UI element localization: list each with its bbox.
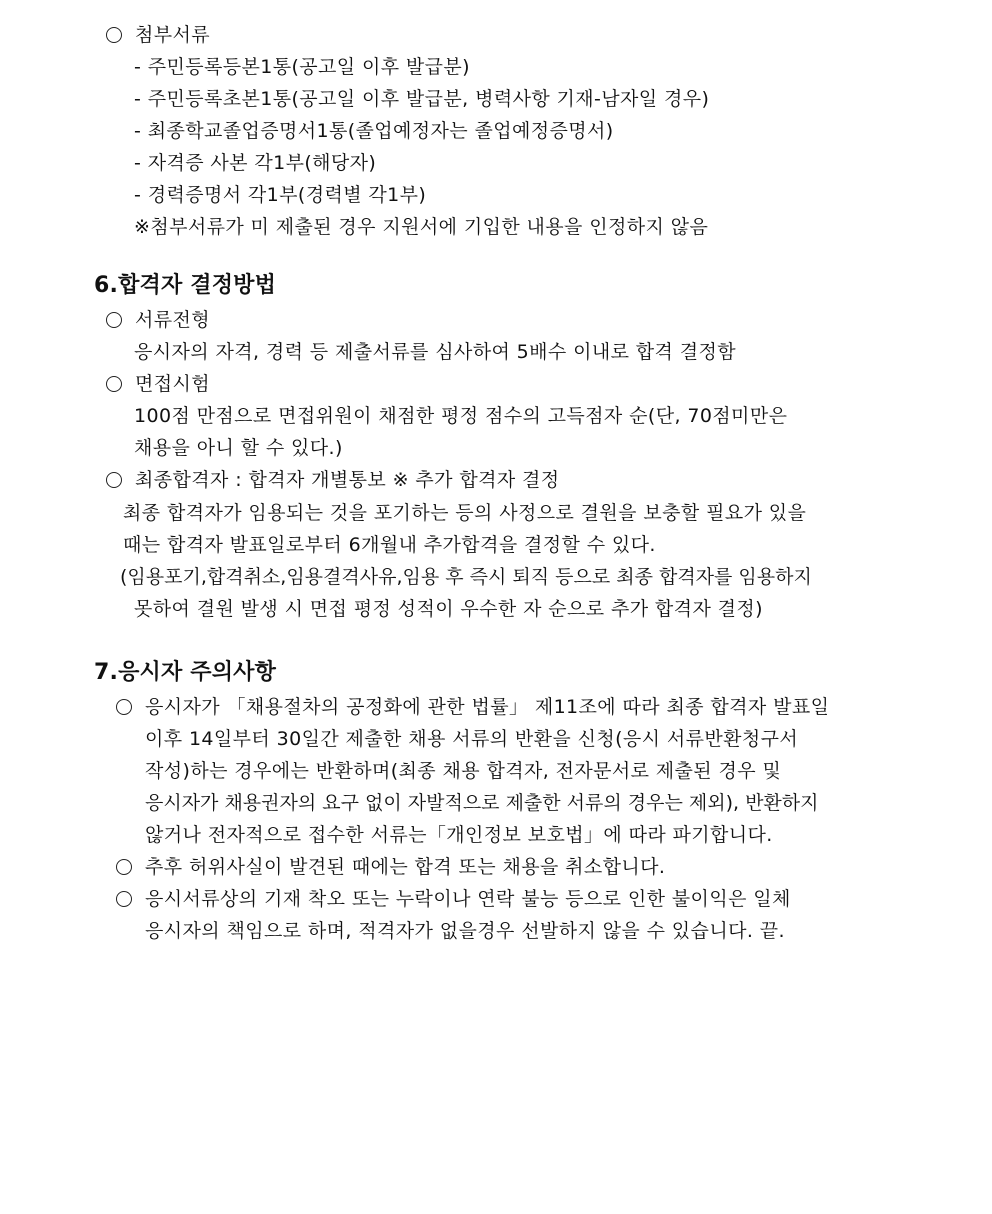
circle-bullet-icon [116, 891, 132, 907]
section6-title: 6.합격자 결정방법 [94, 273, 277, 298]
circle-bullet-icon [106, 376, 122, 392]
section7-title: 7.응시자 주의사항 [94, 660, 277, 685]
interview-desc-line: 채용을 아니 할 수 있다.) [134, 437, 343, 459]
attachments-heading: 첨부서류 [135, 24, 211, 46]
circle-bullet-icon [116, 859, 132, 875]
notice-line: 응시자가 채용권자의 요구 없이 자발적으로 제출한 서류의 경우는 제외), 반환하지 [145, 792, 819, 814]
screening-desc: 응시자의 자격, 경력 등 제출서류를 심사하여 5배수 이내로 합격 결정함 [134, 341, 736, 363]
interview-desc-line: 100점 만점으로 면접위원이 채점한 평정 점수의 고득점자 순(단, 70점미만은 [134, 405, 788, 427]
circle-bullet-icon [106, 27, 122, 43]
circle-bullet-icon [116, 699, 132, 715]
final-desc-line: (임용포기,합격취소,임용결격사유,임용 후 즉시 퇴직 등으로 최종 합격자를 임용하지 [120, 566, 812, 588]
attachment-item: - 경력증명서 각1부(경력별 각1부) [134, 184, 427, 206]
notice-line: 않거나 전자적으로 접수한 서류는「개인정보 보호법」에 따라 파기합니다. [145, 824, 773, 846]
interview-label: 면접시험 [135, 373, 211, 395]
final-desc-line: 못하여 결원 발생 시 면접 평정 성적이 우수한 자 순으로 추가 합격자 결정) [134, 598, 763, 620]
attachment-item: - 주민등록초본1통(공고일 이후 발급분, 병력사항 기재-남자일 경우) [134, 88, 710, 110]
attachments-heading-row [106, 22, 210, 48]
notice-line: 이후 14일부터 30일간 제출한 채용 서류의 반환을 신청(응시 서류반환청구서 [145, 728, 799, 750]
attachment-note: ※첨부서류가 미 제출된 경우 지원서에 기입한 내용을 인정하지 않음 [134, 216, 709, 238]
attachment-item: - 주민등록등본1통(공고일 이후 발급분) [134, 56, 470, 78]
notice-line: 응시자가 「채용절차의 공정화에 관한 법률」 제11조에 따라 최종 합격자 발표일 [145, 696, 830, 718]
screening-row [106, 307, 210, 333]
notice-line: 추후 허위사실이 발견된 때에는 합격 또는 채용을 취소합니다. [145, 856, 666, 878]
interview-row [106, 371, 210, 397]
attachment-item: - 최종학교졸업증명서1통(졸업예정자는 졸업예정증명서) [134, 120, 614, 142]
screening-label: 서류전형 [135, 309, 211, 331]
notice-line: 응시자의 책임으로 하며, 적격자가 없을경우 선발하지 않을 수 있습니다. 끝. [145, 920, 785, 942]
notice-item [116, 694, 829, 720]
final-desc-line: 최종 합격자가 임용되는 것을 포기하는 등의 사정으로 결원을 보충할 필요가 있을 [123, 502, 807, 524]
final-label: 최종합격자 : 합격자 개별통보 ※ 추가 합격자 결정 [135, 469, 560, 491]
notice-item [116, 886, 791, 912]
notice-line: 응시서류상의 기재 착오 또는 누락이나 연락 불능 등으로 인한 불이익은 일체 [145, 888, 791, 910]
circle-bullet-icon [106, 312, 122, 328]
circle-bullet-icon [106, 472, 122, 488]
notice-item [116, 854, 665, 880]
attachment-item: - 자격증 사본 각1부(해당자) [134, 152, 377, 174]
final-desc-line: 때는 합격자 발표일로부터 6개월내 추가합격을 결정할 수 있다. [123, 534, 656, 556]
notice-line: 작성)하는 경우에는 반환하며(최종 채용 합격자, 전자문서로 제출된 경우 및 [145, 760, 782, 782]
final-row [106, 467, 560, 493]
